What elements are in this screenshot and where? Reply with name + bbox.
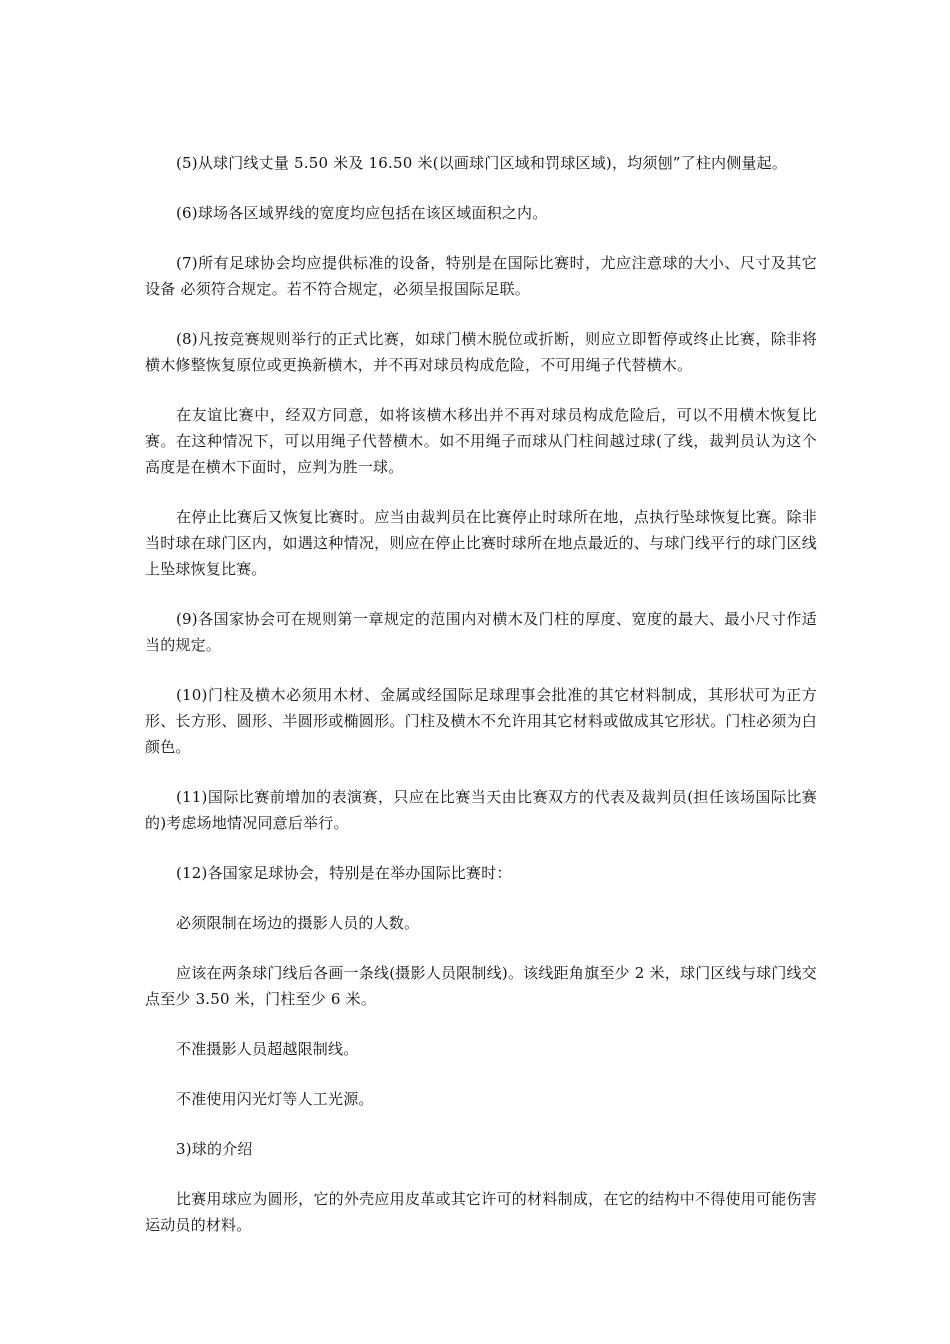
section-heading-ball: 3)球的介绍 — [176, 1140, 253, 1158]
paragraph-restriction-line: 应该在两条球门线后各画一条线(摄影人员限制线)。该线距角旗至少 2 米，球门区线与球门线交点至少 3.50 米，门柱至少 6 米。 — [145, 964, 817, 1008]
paragraph-rule-10: (10)门柱及横木必须用木材、金属或经国际足球理事会批准的其它材料制成，其形状可为正方形、长方形、圆形、半圆形或椭圆形。门柱及横木不允许用其它材料或做成其它形状。门柱必须为白颜色。 — [145, 686, 817, 756]
paragraph-rule-6: (6)球场各区域界线的宽度均应包括在该区域面积之内。 — [176, 204, 548, 222]
paragraph-rule-11: (11)国际比赛前增加的表演赛，只应在比赛当天由比赛双方的代表及裁判员(担任该场国际比赛的)考虑场地情况同意后举行。 — [145, 788, 817, 832]
paragraph-rule-8: (8)凡按竞赛规则举行的正式比赛，如球门横木脱位或折断，则应立即暂停或终止比赛，除非将横木修整恢复原位或更换新横木，并不再对球员构成危险，不可用绳子代替横木。 — [145, 330, 817, 374]
paragraph-rule-7: (7)所有足球协会均应提供标准的设备，特别是在国际比赛时，尤应注意球的大小、尺寸及其它设备 必须符合规定。若不符合规定，必须呈报国际足联。 — [145, 254, 817, 298]
paragraph-rule-12: (12)各国家足球协会，特别是在举办国际比赛时： — [176, 864, 512, 882]
paragraph-rule-5: (5)从球门线丈量 5.50 米及 16.50 米(以画球门区域和罚球区域)，均须刨”了柱内侧量起。 — [176, 154, 788, 172]
paragraph-friendly-match: 在友谊比赛中，经双方同意，如将该横木移出并不再对球员构成危险后，可以不用横木恢复比赛。在这种情况下，可以用绳子代替横木。如不用绳子而球从门柱间越过球(了线，裁判员认为这个高度是在横木下面时，应判为胜一球。 — [145, 406, 817, 476]
paragraph-ball-description: 比赛用球应为圆形，它的外壳应用皮革或其它许可的材料制成，在它的结构中不得使用可能伤害运动员的材料。 — [145, 1190, 817, 1234]
paragraph-resume-match: 在停止比赛后又恢复比赛时。应当由裁判员在比赛停止时球所在地，点执行坠球恢复比赛。除非当时球在球门区内，如遇这种情况，则应在停止比赛时球所在地点最近的、与球门线平行的球门区线上坠球恢复比赛。 — [145, 508, 817, 578]
document-page — [145, 150, 817, 1262]
paragraph-rule-9: (9)各国家协会可在规则第一章规定的范围内对横木及门柱的厚度、宽度的最大、最小尺寸作适当的规定。 — [145, 610, 817, 654]
paragraph-no-flash: 不准使用闪光灯等人工光源。 — [176, 1090, 374, 1108]
paragraph-no-crossing: 不准摄影人员超越限制线。 — [176, 1040, 359, 1058]
paragraph-photographer-limit: 必须限制在场边的摄影人员的人数。 — [176, 914, 420, 932]
